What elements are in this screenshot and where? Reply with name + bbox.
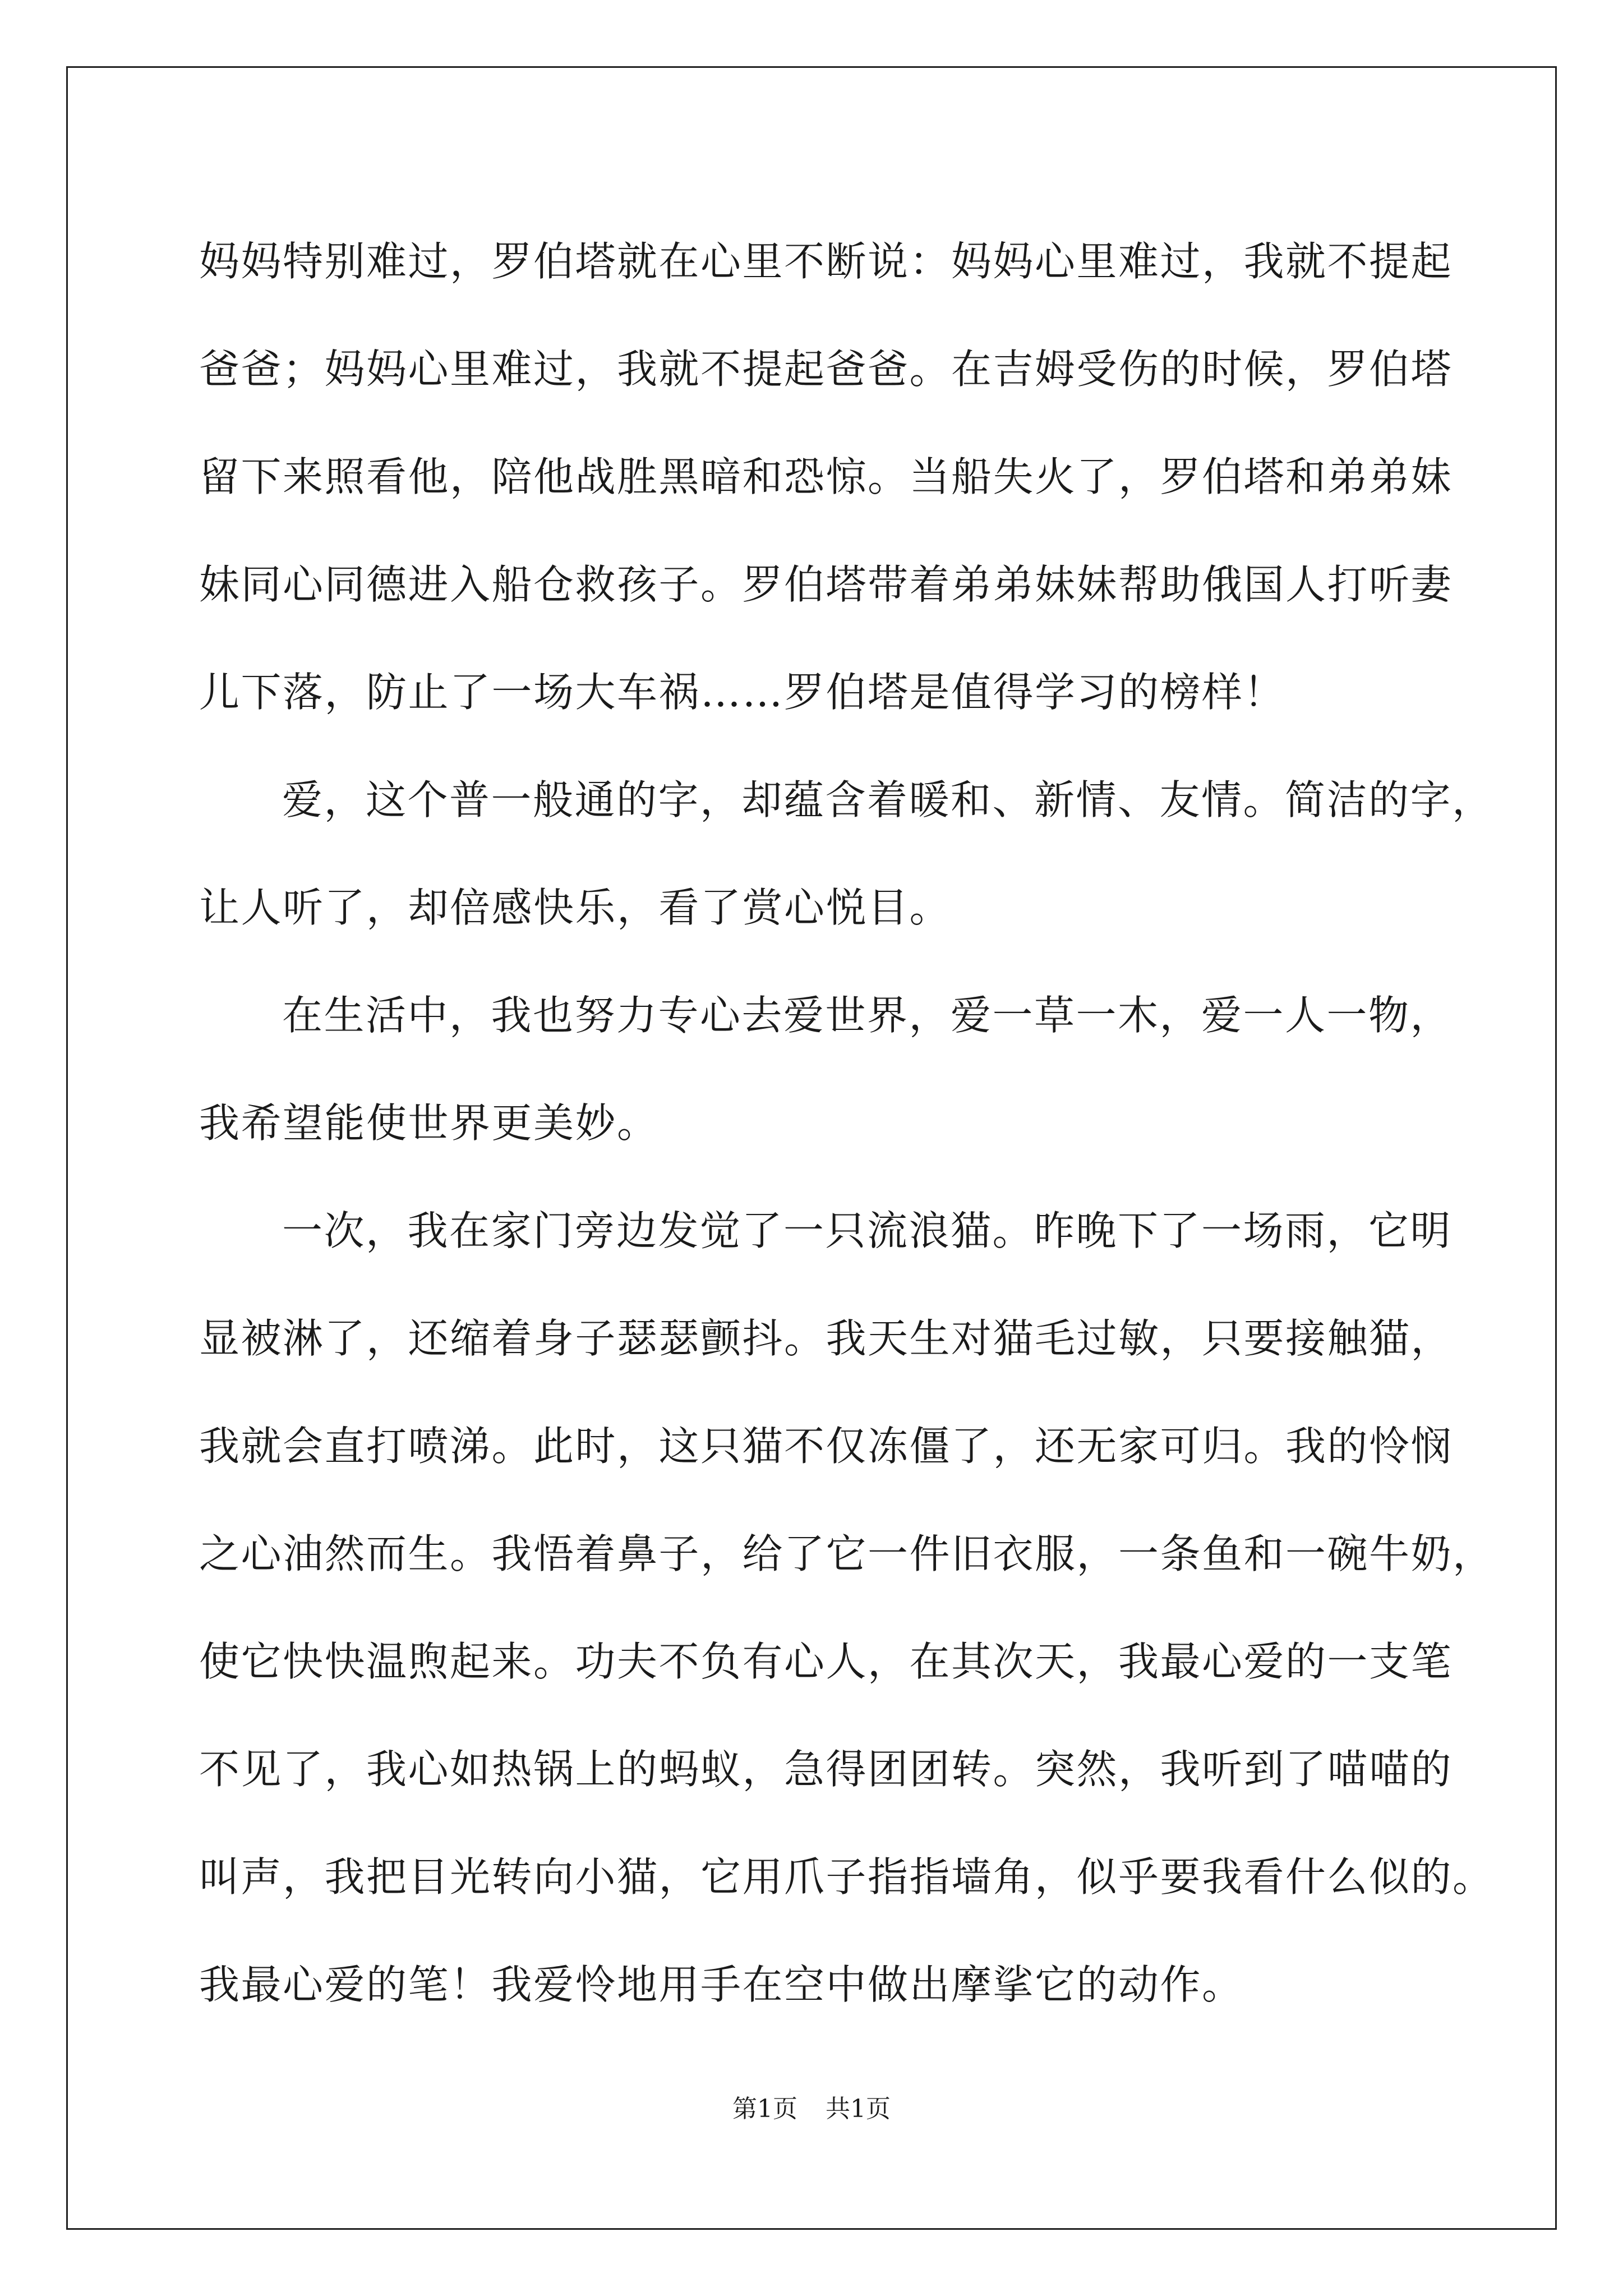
text-line: 之心油然而生。我悟着鼻子，给了它一件旧衣服，一条鱼和一碗牛奶，: [199, 1530, 1495, 1577]
text-line: 妈妈特别难过，罗伯塔就在心里不断说：妈妈心里难过，我就不提起: [199, 238, 1453, 285]
text-line: 我就会直打喷涕。此时，这只猫不仅冻僵了，还无家可归。我的怜悯: [199, 1423, 1453, 1470]
text-line: 爸爸；妈妈心里难过，我就不提起爸爸。在吉姆受伤的时候，罗伯塔: [199, 346, 1453, 393]
page-total: 共1页: [826, 2095, 891, 2123]
text-line: 留下来照看他，陪他战胜黑暗和恐惊。当船失火了，罗伯塔和弟弟妹: [199, 453, 1453, 500]
text-line: 让人听了，却倍感快乐，看了赏心悦目。: [199, 884, 952, 931]
text-line: 使它快快温煦起来。功夫不负有心人，在其次天，我最心爱的一支笔: [199, 1638, 1453, 1685]
text-line: 儿下落，防止了一场大车祸……罗伯塔是值得学习的榜样！: [199, 669, 1286, 716]
text-line: 妹同心同德进入船仓救孩子。罗伯塔带着弟弟妹妹帮助俄国人打听妻: [199, 561, 1453, 608]
document-body: [199, 208, 1495, 2039]
paragraph-first-line: 在生活中，我也努力专心去爱世界，爱一草一木，爱一人一物，: [282, 992, 1453, 1039]
paragraph-first-line: 爱，这个普一般通的字，却蕴含着暖和、新情、友情。简洁的字，: [282, 776, 1494, 823]
text-line: 我最心爱的笔！我爱怜地用手在空中做出摩挲它的动作。: [199, 1961, 1244, 2008]
page-footer: [0, 2092, 1623, 2126]
text-line: 我希望能使世界更美妙。: [199, 1099, 659, 1147]
text-line: 叫声，我把目光转向小猫，它用爪子指指墙角，似乎要我看什么似的。: [199, 1853, 1495, 1901]
text-line: 不见了，我心如热锅上的蚂蚁，急得团团转。突然，我听到了喵喵的: [199, 1746, 1453, 1793]
page-number: 第1页: [732, 2095, 797, 2123]
paragraph-first-line: 一次，我在家门旁边发觉了一只流浪猫。昨晚下了一场雨，它明: [282, 1207, 1453, 1254]
text-line: 显被淋了，还缩着身子瑟瑟颤抖。我天生对猫毛过敏，只要接触猫，: [199, 1315, 1453, 1362]
